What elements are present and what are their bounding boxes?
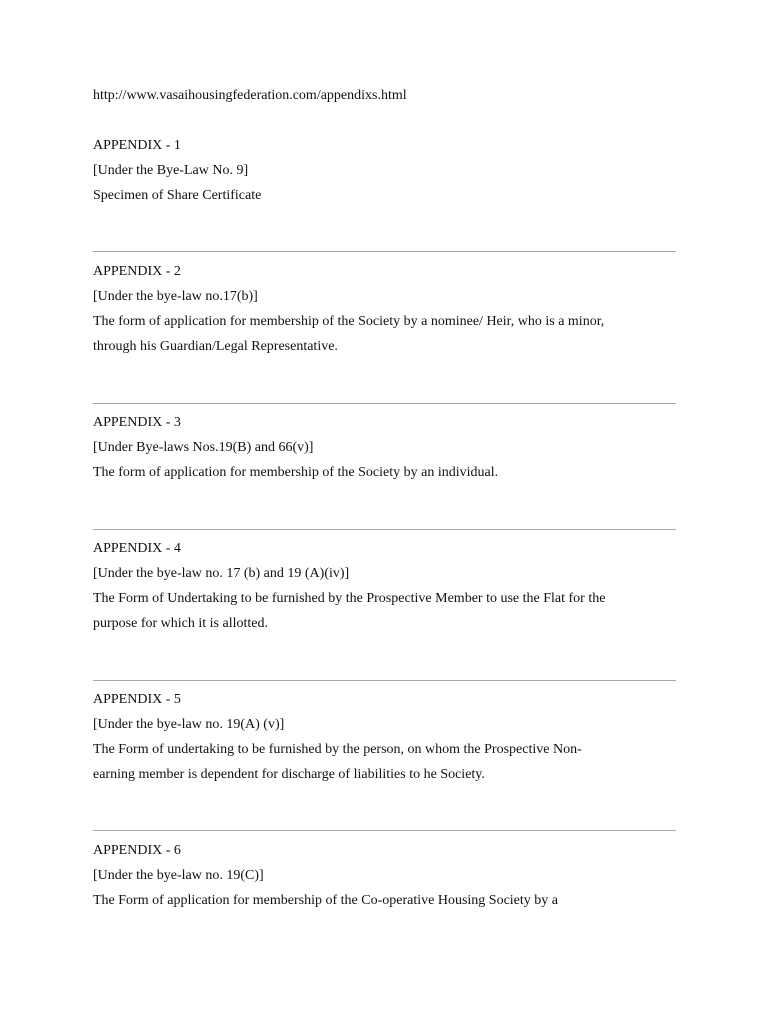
appendix-title: APPENDIX - 5 bbox=[93, 692, 181, 707]
section-divider bbox=[93, 403, 676, 404]
source-url: http://www.vasaihousingfederation.com/appendixs.html bbox=[93, 88, 407, 103]
appendix-reference: [Under the bye-law no.17(b)] bbox=[93, 289, 258, 304]
appendix-title: APPENDIX - 3 bbox=[93, 415, 181, 430]
section-divider bbox=[93, 529, 676, 530]
appendix-2 bbox=[93, 259, 683, 359]
appendix-4 bbox=[93, 536, 683, 636]
appendix-6 bbox=[93, 838, 683, 913]
appendix-reference: [Under the bye-law no. 19(A) (v)] bbox=[93, 717, 285, 732]
appendix-description: The Form of undertaking to be furnished by the person, on whom the Prospective Non- bbox=[93, 742, 582, 757]
section-divider bbox=[93, 251, 676, 252]
appendix-reference: [Under the Bye-Law No. 9] bbox=[93, 163, 249, 178]
appendix-3 bbox=[93, 410, 683, 485]
section-divider bbox=[93, 830, 676, 831]
appendix-title: APPENDIX - 6 bbox=[93, 843, 181, 858]
appendix-description: through his Guardian/Legal Representative. bbox=[93, 339, 338, 354]
appendix-description: The form of application for membership of the Society by an individual. bbox=[93, 465, 499, 480]
appendix-1 bbox=[93, 133, 683, 208]
appendix-description: earning member is dependent for discharge of liabilities to he Society. bbox=[93, 767, 485, 782]
appendix-description: The form of application for membership of the Society by a nominee/ Heir, who is a minor, bbox=[93, 314, 605, 329]
appendix-description: purpose for which it is allotted. bbox=[93, 616, 268, 631]
appendix-title: APPENDIX - 1 bbox=[93, 138, 181, 153]
appendix-5 bbox=[93, 687, 683, 787]
appendix-description: Specimen of Share Certificate bbox=[93, 188, 262, 203]
section-divider bbox=[93, 680, 676, 681]
appendix-reference: [Under the bye-law no. 17 (b) and 19 (A)(iv)] bbox=[93, 566, 350, 581]
appendix-title: APPENDIX - 2 bbox=[93, 264, 181, 279]
appendix-reference: [Under the bye-law no. 19(C)] bbox=[93, 868, 264, 883]
appendix-reference: [Under Bye-laws Nos.19(B) and 66(v)] bbox=[93, 440, 314, 455]
appendix-description: The Form of Undertaking to be furnished by the Prospective Member to use the Flat for the bbox=[93, 591, 606, 606]
appendix-description: The Form of application for membership of the Co-operative Housing Society by a bbox=[93, 893, 559, 908]
appendix-title: APPENDIX - 4 bbox=[93, 541, 181, 556]
